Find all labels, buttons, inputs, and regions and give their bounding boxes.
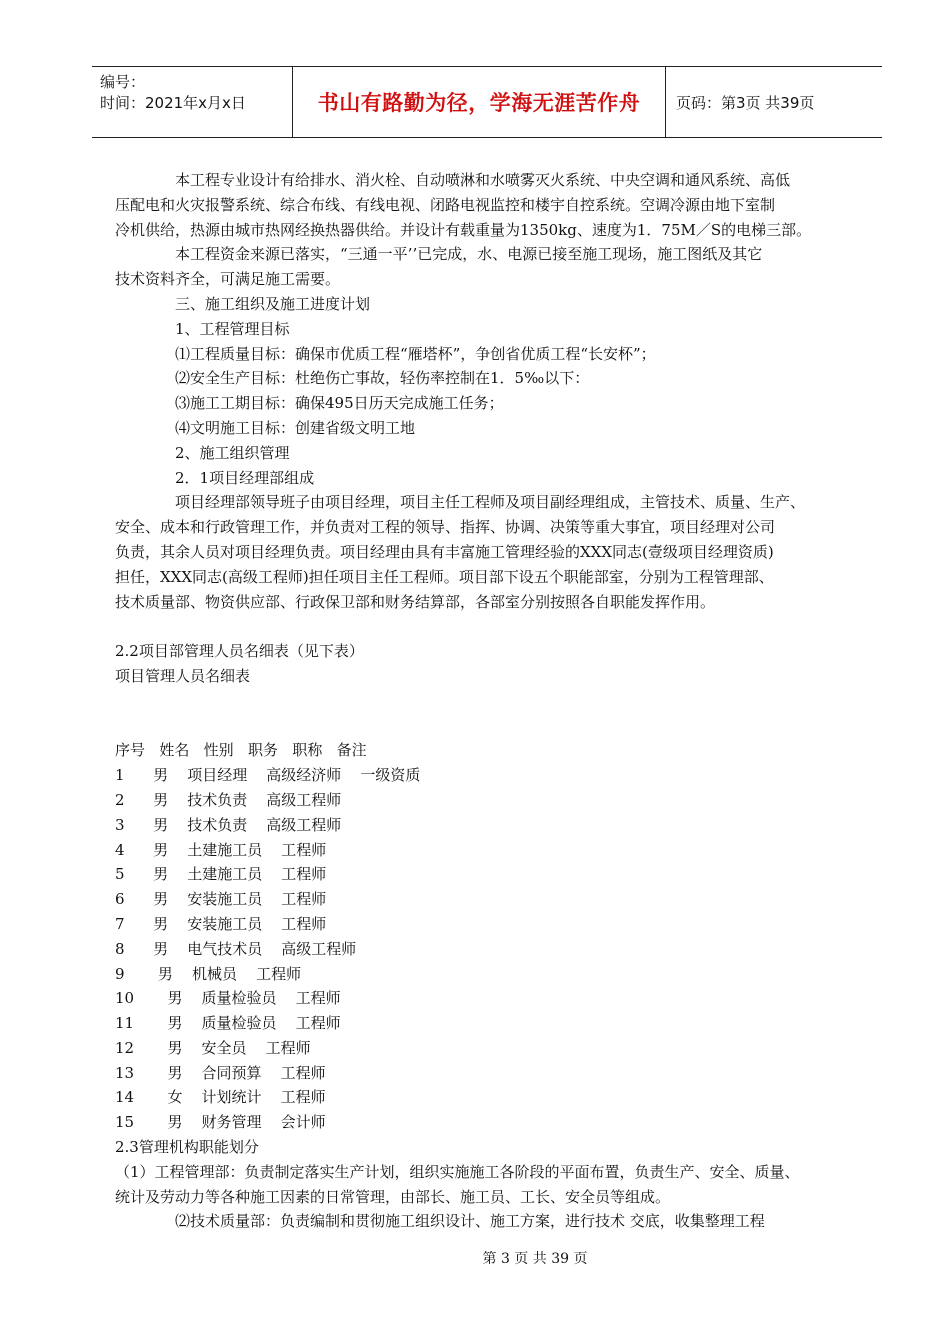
subsection-heading: 1、工程管理目标 <box>175 319 290 338</box>
subsection-heading: 2．1项目经理部组成 <box>175 468 315 487</box>
table-row: 8 男 电气技术员 高级工程师 <box>115 939 357 958</box>
table-row: 15 男 财务管理 会计师 <box>115 1113 326 1132</box>
table-header-row <box>115 738 875 763</box>
table-header-cell: 性别 <box>203 741 234 760</box>
paragraph-line: 技术质量部、物资供应部、行政保卫部和财务结算部，各部室分别按照各自职能发挥作用。 <box>115 592 716 611</box>
section-23-title: 2.3管理机构职能划分 <box>115 1138 259 1157</box>
paragraph-line: 冷机供给，热源由城市热网经换热器供给。并设计有载重量为1350kg、速度为1．75M／S的电梯三部。 <box>115 220 812 239</box>
table-title: 项目管理人员名细表 <box>115 666 251 685</box>
table-header-cell: 职称 <box>292 741 323 760</box>
table-header-cell: 职务 <box>247 741 278 760</box>
section-heading: 三、施工组织及施工进度计划 <box>175 294 371 313</box>
goal-item: ⑶施工工期目标：确保495日历天完成施工任务； <box>175 394 504 413</box>
goal-item: ⑷文明施工目标：创建省级文明工地 <box>175 418 416 437</box>
table-row: 3 男 技术负责 高级工程师 <box>115 815 342 834</box>
table-header-cell: 备注 <box>336 741 367 760</box>
number-label: 编号： <box>100 73 146 91</box>
table-header-cell: 序号 <box>115 741 146 760</box>
table-row: 13 男 合同预算 工程师 <box>115 1063 326 1082</box>
goal-item: ⑴工程质量目标：确保市优质工程“雁塔杯”，争创省优质工程“长安杯”； <box>175 344 656 363</box>
motto: 书山有路勤为径，学海无涯苦作舟 <box>317 91 641 115</box>
paragraph-line: 技术资料齐全，可满足施工需要。 <box>115 270 341 289</box>
subsection-heading: 2、施工组织管理 <box>175 443 290 462</box>
table-row: 14 女 计划统计 工程师 <box>115 1088 326 1107</box>
page-header <box>92 66 882 138</box>
header-meta <box>92 67 292 137</box>
time-label: 时间：2021年x月x日 <box>100 94 246 112</box>
paragraph-line: （1）工程管理部：负责制定落实生产计划，组织实施施工各阶段的平面布置，负责生产、安全、质量、 <box>115 1162 800 1181</box>
table-header-cell: 姓名 <box>159 741 190 760</box>
table-row: 12 男 安全员 工程师 <box>115 1038 311 1057</box>
paragraph-line: 本工程资金来源已落实，“三通一平’’已完成，水、电源已接至施工现场，施工图纸及其它 <box>175 245 763 264</box>
table-heading: 2.2项目部管理人员名细表（见下表） <box>115 642 364 661</box>
table-row: 6 男 安装施工员 工程师 <box>115 890 327 909</box>
page-footer: 第 3 页 共 39 页 <box>482 1251 588 1267</box>
header-page-cell <box>666 67 882 137</box>
paragraph-line: 本工程专业设计有给排水、消火栓、自动喷淋和水喷雾灭火系统、中央空调和通风系统、高低 <box>175 171 791 189</box>
table-row: 5 男 土建施工员 工程师 <box>115 865 327 884</box>
page-label: 页码：第3页 共39页 <box>676 93 815 112</box>
header-motto-cell <box>292 67 666 137</box>
table-row: 11 男 质量检验员 工程师 <box>115 1014 341 1033</box>
table-row: 1 男 项目经理 高级经济师 一级资质 <box>115 766 421 785</box>
document-body <box>115 168 875 1234</box>
paragraph-line: 统计及劳动力等各种施工因素的日常管理，由部长、施工员、工长、安全员等组成。 <box>115 1187 671 1206</box>
table-row: 2 男 技术负责 高级工程师 <box>115 790 342 809</box>
table-row: 9 男 机械员 工程师 <box>115 964 302 983</box>
paragraph-line: 压配电和火灾报警系统、综合布线、有线电视、闭路电视监控和楼宇自控系统。空调冷源由地下室制 <box>115 195 776 214</box>
paragraph-line: 担任，XXX同志(高级工程师)担任项目主任工程师。项目部下设五个职能部室，分别为工程管理部、 <box>115 567 774 586</box>
paragraph-line: 负责，其余人员对项目经理负责。项目经理由具有丰富施工管理经验的XXX同志(壹级项目经理资质) <box>115 542 774 561</box>
goal-item: ⑵安全生产目标：杜绝伤亡事故，轻伤率控制在1．5‰以下： <box>175 369 590 388</box>
paragraph-line: 安全、成本和行政管理工作，并负责对工程的领导、指挥、协调、决策等重大事宜，项目经理对公司 <box>115 518 776 537</box>
table-row: 7 男 安装施工员 工程师 <box>115 914 327 933</box>
paragraph-line: ⑵技术质量部：负责编制和贯彻施工组织设计、施工方案，进行技术 交底，收集整理工程 <box>175 1212 765 1231</box>
paragraph-line: 项目经理部领导班子由项目经理，项目主任工程师及项目副经理组成，主管技术、质量、生产、 <box>175 493 806 512</box>
table-row: 4 男 土建施工员 工程师 <box>115 840 327 859</box>
table-row: 10 男 质量检验员 工程师 <box>115 989 341 1008</box>
